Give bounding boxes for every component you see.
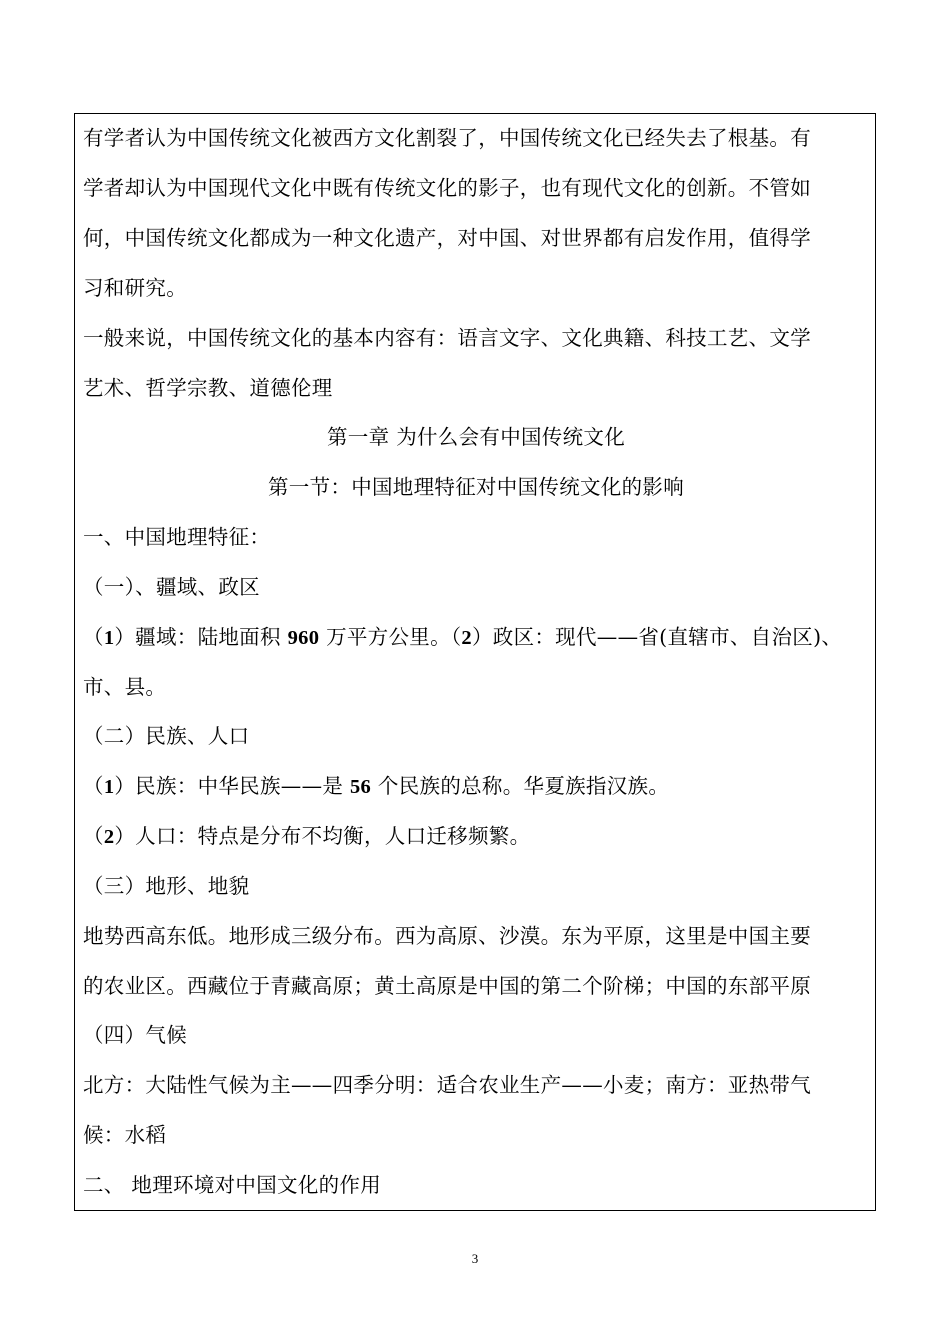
- intro-paragraph-line: 学者却认为中国现代文化中既有传统文化的影子，也有现代文化的创新。不管如: [83, 176, 811, 200]
- subheading-ethnicity-population: （二）民族、人口: [83, 724, 250, 748]
- terrain-line: 的农业区。西藏位于青藏高原；黄土高原是中国的第二个阶梯；中国的东部平原: [83, 974, 811, 998]
- section-title: 第一节：中国地理特征对中国传统文化的影响: [268, 475, 684, 499]
- ethnicity-line: （1）民族：中华民族——是 56 个民族的总称。华夏族指汉族。: [83, 774, 670, 798]
- subheading-climate: （四）气候: [83, 1023, 187, 1047]
- intro-paragraph-line: 何，中国传统文化都成为一种文化遗产，对中国、对世界都有启发作用，值得学: [83, 226, 811, 250]
- population-line: （2）人口：特点是分布不均衡，人口迁移频繁。: [83, 824, 531, 848]
- intro-paragraph-line: 习和研究。: [83, 276, 187, 300]
- intro-paragraph-line: 有学者认为中国传统文化被西方文化割裂了，中国传统文化已经失去了根基。有: [83, 126, 811, 150]
- page-number: 3: [471, 1251, 479, 1266]
- heading-geography-features: 一、中国地理特征：: [83, 525, 271, 549]
- content-summary-line: 一般来说，中国传统文化的基本内容有：语言文字、文化典籍、科技工艺、文学: [83, 326, 811, 350]
- terrain-line: 地势西高东低。地形成三级分布。西为高原、沙漠。东为平原，这里是中国主要: [83, 924, 811, 948]
- subheading-terrain: （三）地形、地貌: [83, 874, 250, 898]
- chapter-title: 第一章 为什么会有中国传统文化: [326, 425, 625, 449]
- content-frame: [74, 113, 876, 1211]
- territory-line: 市、县。: [83, 675, 167, 699]
- territory-line: （1）疆域：陆地面积 960 万平方公里。（2）政区：现代——省(直辖市、自治区)、: [83, 625, 843, 649]
- climate-line: 北方：大陆性气候为主——四季分明：适合农业生产——小麦；南方：亚热带气: [83, 1073, 811, 1097]
- heading-environment-role: 二、 地理环境对中国文化的作用: [83, 1173, 382, 1197]
- content-summary-line: 艺术、哲学宗教、道德伦理: [83, 376, 333, 400]
- subheading-territory: （一）、疆域、政区: [83, 575, 260, 599]
- climate-line: 候：水稻: [83, 1123, 167, 1147]
